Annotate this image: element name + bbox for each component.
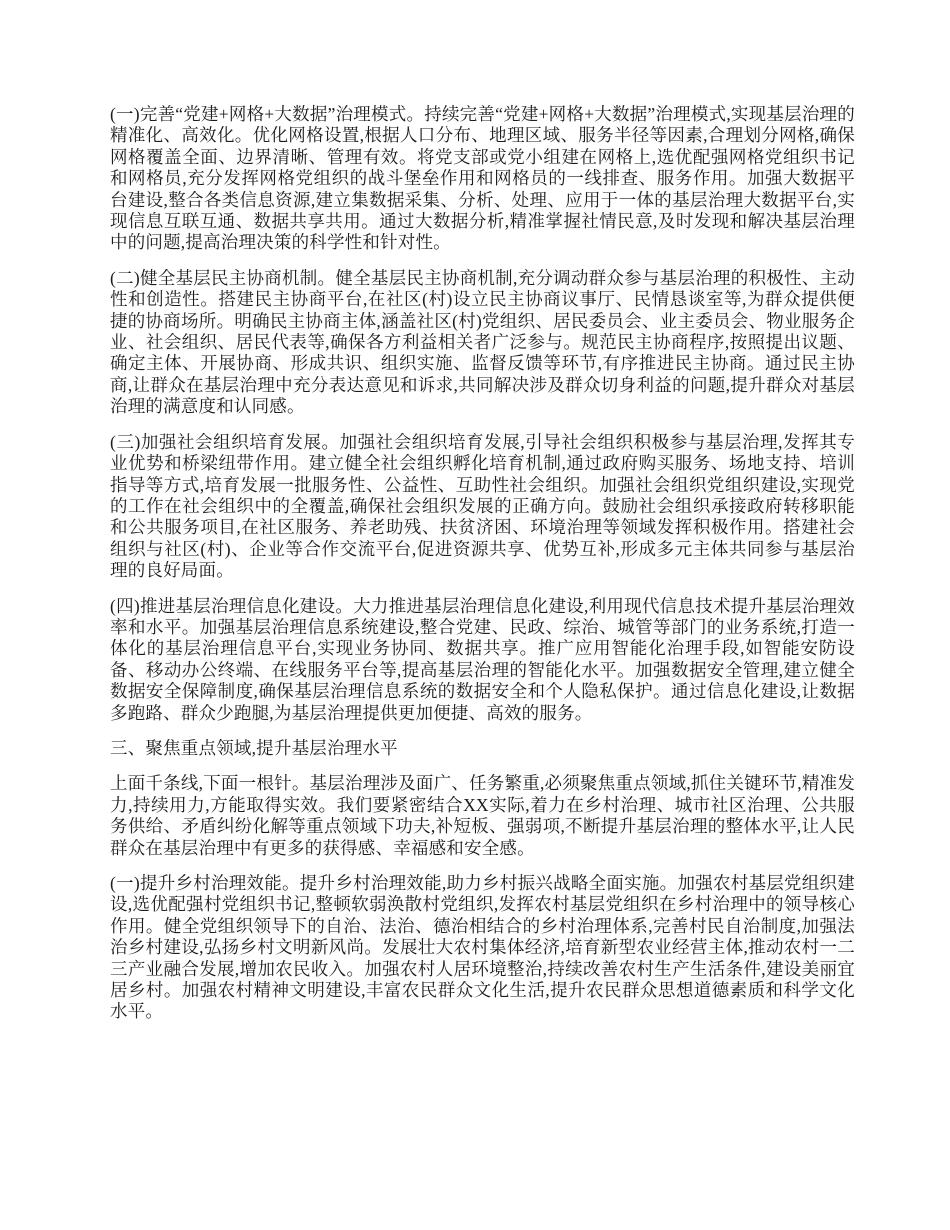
section-heading-key-areas: 三、聚焦重点领域,提升基层治理水平 [110,737,398,758]
paragraph-governance-model: (一)完善“党建+网格+大数据”治理模式。持续完善“党建+网格+大数据”治理模式,实现基层治理的精准化、高效化。优化网格设置,根据人口分布、地理区域、服务半径等因素,合理划分网格,确保网格覆盖全面、边界清晰、管理有效。将党支部或党小组建在网格上,选优配强网格党组织书记和网格员,充分发挥网格党组织的战斗堡垒作用和网格员的一线排查、服务作用。加强大数据平台建设,整合各类信息资源,建立集数据采集、分析、处理、应用于一体的基层治理大数据平台,实现信息互联互通、数据共享共用。通过大数据分析,精准掌握社情民意,及时发现和解决基层治理中的问题,提高治理决策的科学性和针对性。 [110,104,855,253]
paragraph-democratic-consultation: (二)健全基层民主协商机制。健全基层民主协商机制,充分调动群众参与基层治理的积极性、主动性和创造性。搭建民主协商平台,在社区(村)设立民主协商议事厅、民情恳谈室等,为群众提供便捷的协商场所。明确民主协商主体,涵盖社区(村)党组织、居民委员会、业主委员会、物业服务企业、社会组织、居民代表等,确保各方利益相关者广泛参与。规范民主协商程序,按照提出议题、确定主体、开展协商、形成共识、组织实施、监督反馈等环节,有序推进民主协商。通过民主协商,让群众在基层治理中充分表达意见和诉求,共同解决涉及群众切身利益的问题,提升群众对基层治理的满意度和认同感。 [110,267,855,417]
paragraph-social-organizations: (三)加强社会组织培育发展。加强社会组织培育发展,引导社会组织积极参与基层治理,发挥其专业优势和桥梁纽带作用。建立健全社会组织孵化培育机制,通过政府购买服务、场地支持、培训指导等方式,培育发展一批服务性、公益性、互助性社会组织。加强社会组织党组织建设,实现党的工作在社会组织中的全覆盖,确保社会组织发展的正确方向。鼓励社会组织承接政府转移职能和公共服务项目,在社区服务、养老助残、扶贫济困、环境治理等领域发挥积极作用。搭建社会组织与社区(村)、企业等合作交流平台,促进资源共享、优势互补,形成多元主体共同参与基层治理的良好局面。 [110,431,855,581]
paragraph-rural-governance: (一)提升乡村治理效能。提升乡村治理效能,助力乡村振兴战略全面实施。加强农村基层党组织建设,选优配强村党组织书记,整顿软弱涣散村党组织,发挥农村基层党组织在乡村治理中的领导核心作用。健全党组织领导下的自治、法治、德治相结合的乡村治理体系,完善村民自治制度,加强法治乡村建设,弘扬乡村文明新风尚。发展壮大农村集体经济,培育新型农业经营主体,推动农村一二三产业融合发展,增加农民收入。加强农村人居环境整治,持续改善农村生产生活条件,建设美丽宜居乡村。加强农村精神文明建设,丰富农民群众文化生活,提升农民群众思想道德素质和科学文化水平。 [110,873,855,1022]
paragraph-informatization: (四)推进基层治理信息化建设。大力推进基层治理信息化建设,利用现代信息技术提升基层治理效率和水平。加强基层治理信息系统建设,整合党建、民政、综治、城管等部门的业务系统,打造一体化的基层治理信息平台,实现业务协同、数据共享。推广应用智能化治理手段,如智能安防设备、移动办公终端、在线服务平台等,提高基层治理的智能化水平。加强数据安全管理,建立健全数据安全保障制度,确保基层治理信息系统的数据安全和个人隐私保护。通过信息化建设,让数据多跑路、群众少跑腿,为基层治理提供更加便捷、高效的服务。 [110,595,855,723]
paragraph-key-areas-intro: 上面千条线,下面一根针。基层治理涉及面广、任务繁重,必须聚焦重点领域,抓住关键环节,精准发力,持续用力,方能取得实效。我们要紧密结合XX实际,着力在乡村治理、城市社区治理、公共服务供给、矛盾纠纷化解等重点领域下功夫,补短板、强弱项,不断提升基层治理的整体水平,让人民群众在基层治理中有更多的获得感、幸福感和安全感。 [110,773,855,858]
